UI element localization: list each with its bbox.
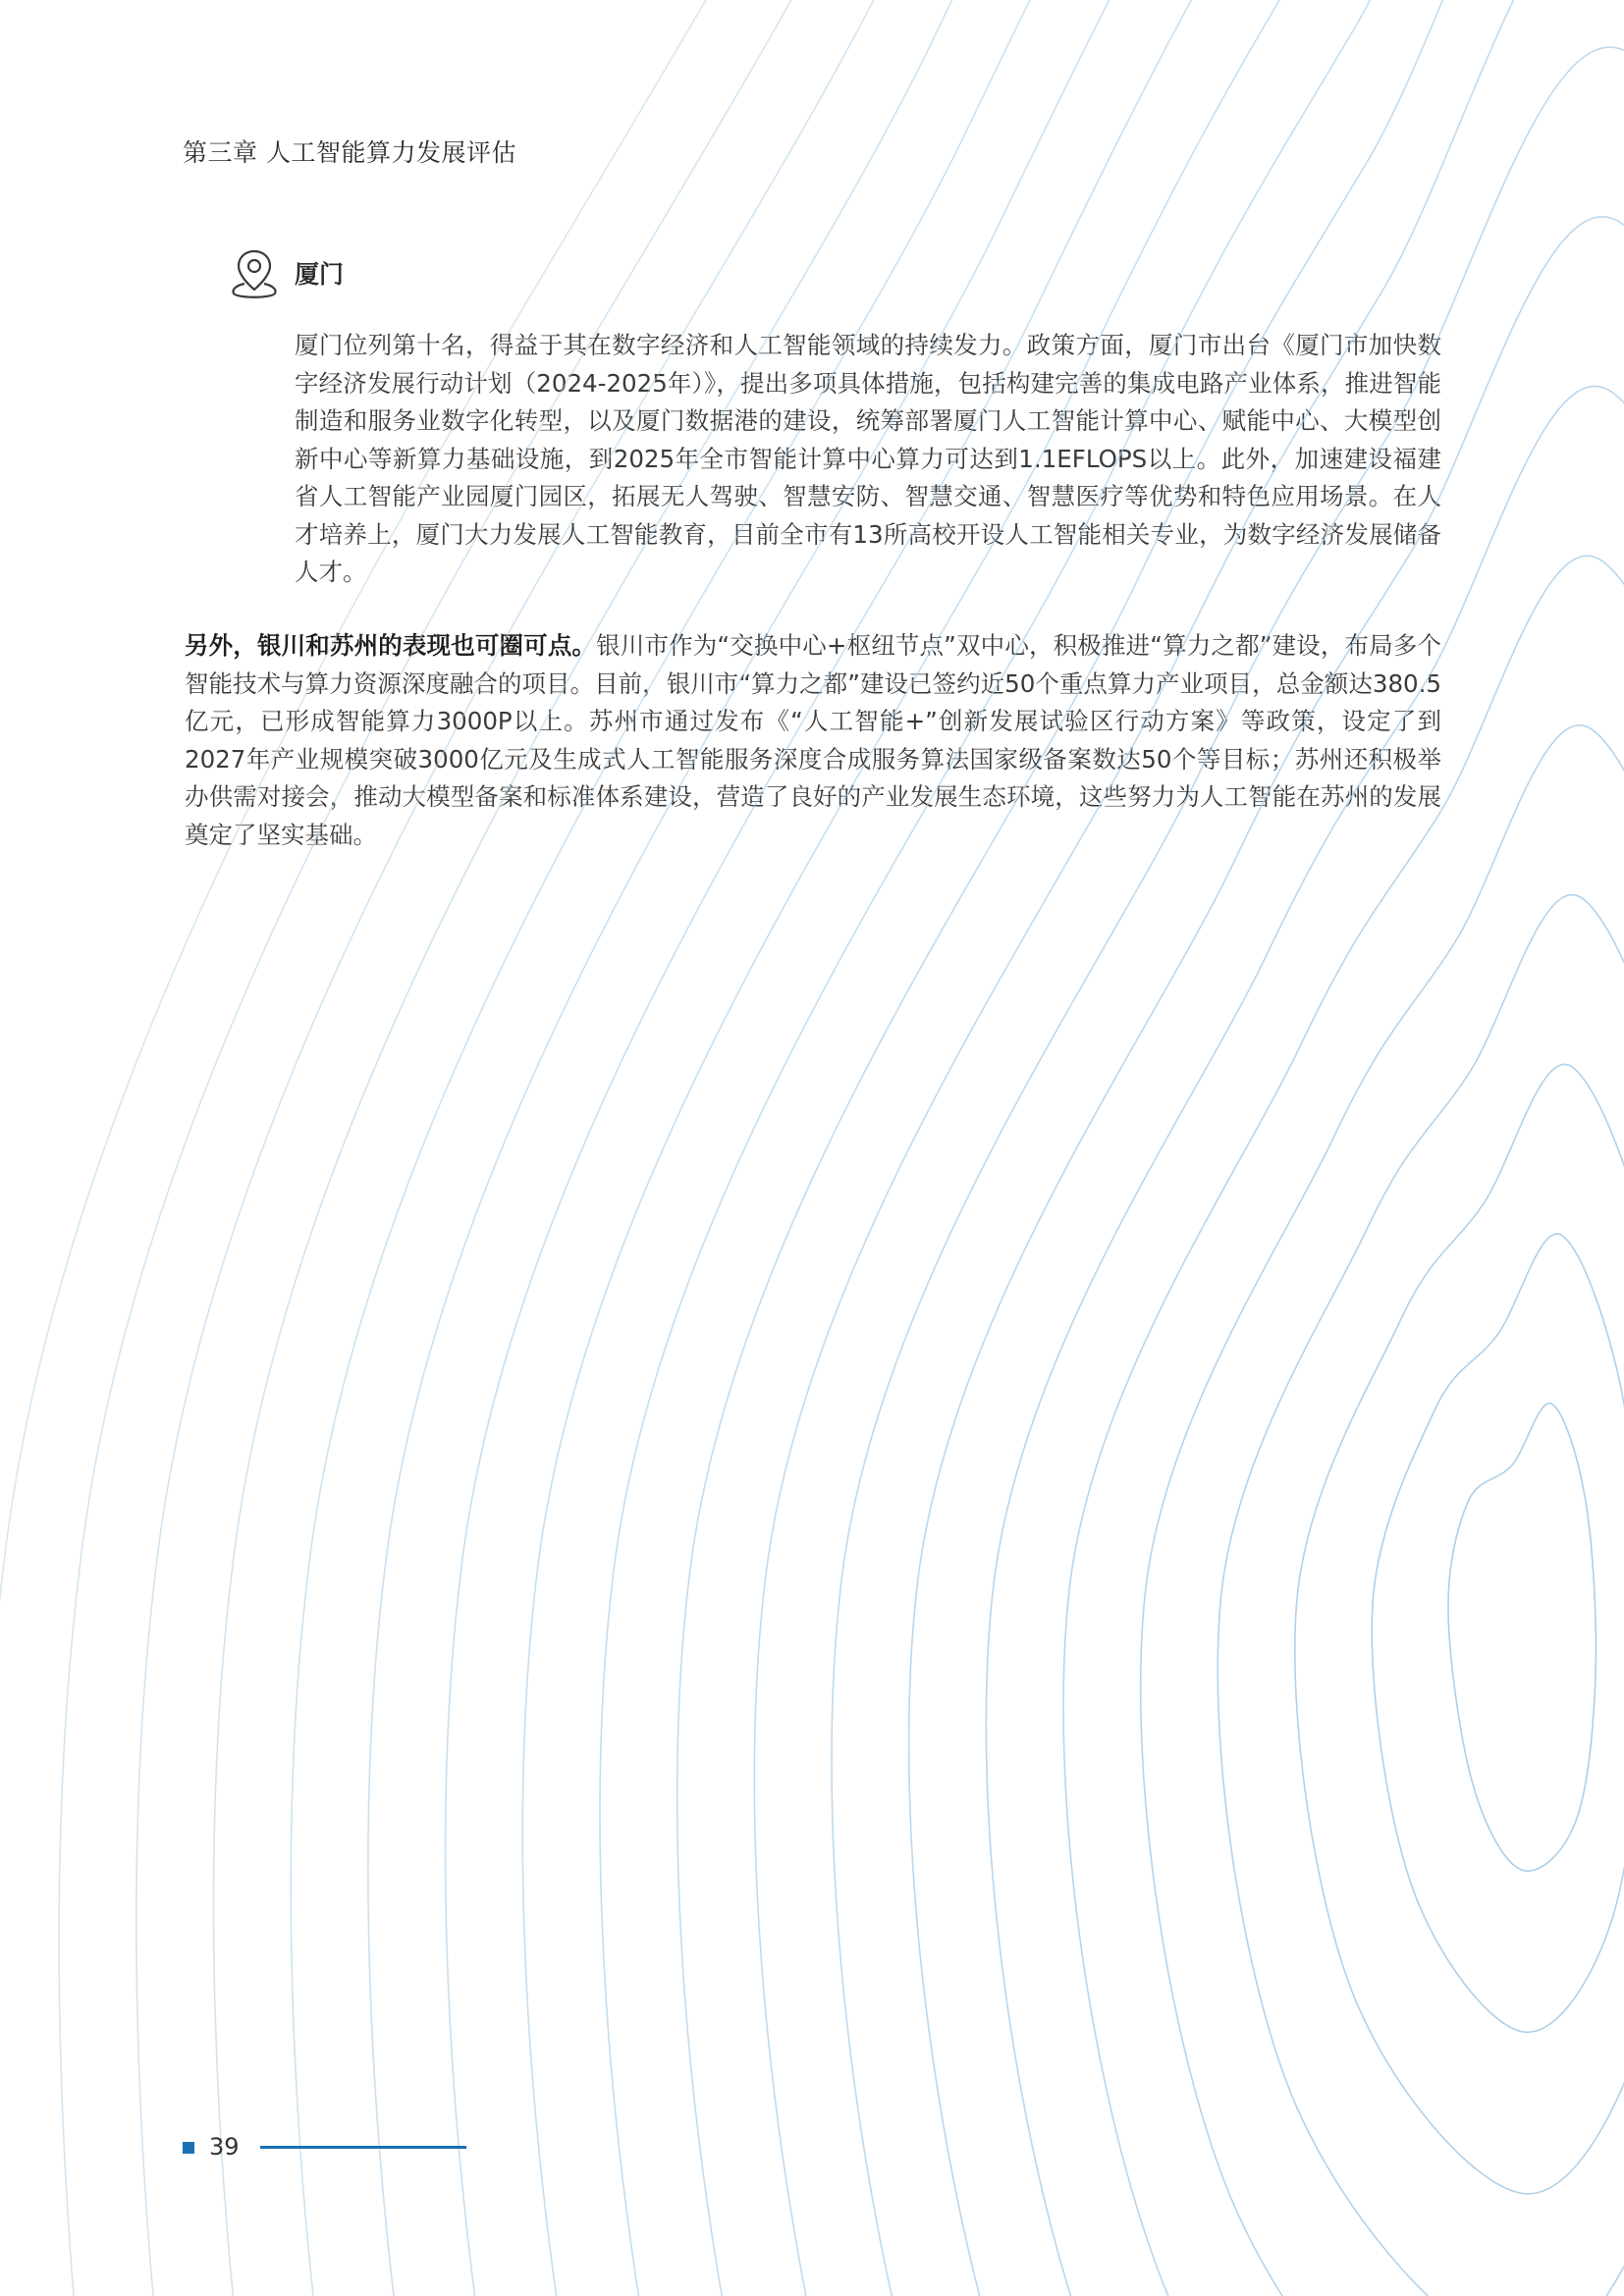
- wave-contour-line: [600, 0, 1624, 2296]
- page-number: 39: [209, 2133, 240, 2161]
- footer-rule: [260, 2146, 466, 2149]
- wave-contour-line: [754, 0, 1624, 2296]
- wave-contour-line: [986, 386, 1624, 2296]
- wave-contour-line: [522, 0, 1624, 2296]
- wave-contour-line: [1295, 1064, 1624, 2194]
- summary-body: 银川市作为“交换中心+枢纽节点”双中心，积极推进“算力之都”建设，布局多个智能技术与算力资源深度融合的项目。目前，银川市“算力之都”建设已签约近50个重点算力产业项目，总金额达380.5亿元，已形成智能算力3000P以上。苏州市通过发布《“人工智能+”创新发展试验区行动方案》等政策，设定了到2027年产业规模突破3000亿元及生成式人工智能服务深度合成服务算法国家级备案数达50个等目标；苏州还积极举办供需对接会，推动大模型备案和标准体系建设，营造了良好的产业发展生态环境，这些努力为人工智能在苏州的发展奠定了坚实基础。: [185, 631, 1442, 849]
- chapter-header: 第三章 人工智能算力发展评估: [183, 138, 516, 167]
- wave-contour-line: [1063, 556, 1624, 2296]
- wave-contour-line: [59, 0, 1624, 2296]
- wave-contour-line: [291, 0, 1624, 2296]
- summary-lead: 另外，银川和苏州的表现也可圈可点。: [185, 631, 597, 660]
- city-name: 厦门: [295, 260, 345, 289]
- wave-contour-line: [677, 0, 1624, 2296]
- wave-contour-line: [136, 0, 1624, 2296]
- wave-contour-line: [1372, 1234, 1624, 2032]
- footer-marker: [183, 2142, 194, 2154]
- wave-contour-line: [1141, 725, 1624, 2296]
- wave-contour-line: [832, 47, 1624, 2296]
- city-paragraph: 厦门位列第十名，得益于其在数字经济和人工智能领域的持续发力。政策方面，厦门市出台《厦门市加快数字经济发展行动计划（2024-2025年）》，提出多项具体措施，包括构建完善的集成电路产业体系，推进智能制造和服务业数字化转型，以及厦门数据港的建设，统筹部署厦门人工智能计算中心、赋能中心、大模型创新中心等新算力基础设施，到2025年全市智能计算中心算力可达到1.1EFLOPS以上。此外，加速建设福建省人工智能产业园厦门园区，拓展无人驾驶、智慧安防、智慧交通、智慧医疗等优势和特色应用场景。在人才培养上，厦门大力发展人工智能教育，目前全市有13所高校开设人工智能相关专业，为数字经济发展储备人才。: [295, 331, 1441, 586]
- wave-contour-line: [909, 217, 1624, 2296]
- wave-contour-line: [446, 0, 1624, 2296]
- wave-contour-line: [1218, 895, 1624, 2296]
- wave-contour-line: [1448, 1403, 1596, 1871]
